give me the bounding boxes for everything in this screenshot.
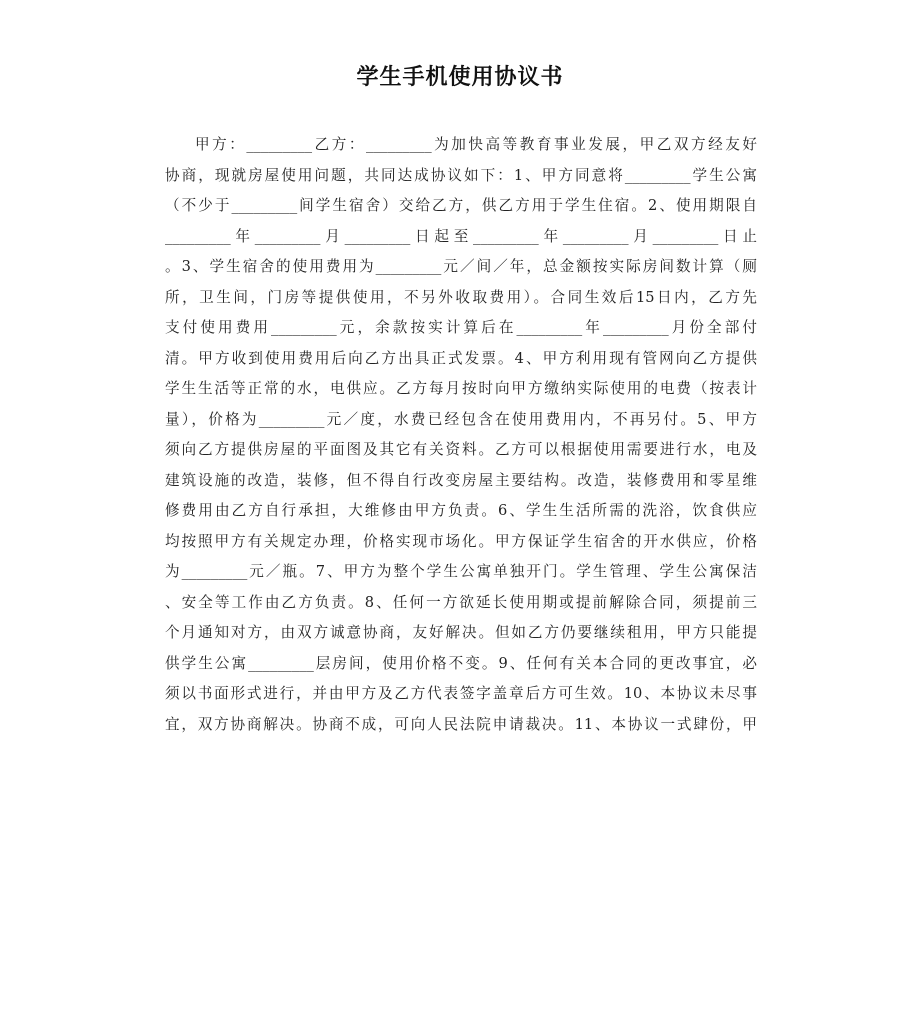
body-line: 、安全等工作由乙方负责。8、任何一方欲延长使用期或提前解除合同，须提前三 xyxy=(165,593,757,611)
body-line: 建筑设施的改造，装修，但不得自行改变房屋主要结构。改造，装修费用和零星维 xyxy=(165,471,757,489)
body-line: 个月通知对方，由双方诚意协商，友好解决。但如乙方仍要继续租用，甲方只能提 xyxy=(165,624,757,641)
body-line: 支付使用费用_________元，余款按实计算后在_________年_________月份全部付 xyxy=(165,319,757,336)
body-line: 均按照甲方有关规定办理，价格实现市场化。甲方保证学生宿舍的开水供应，价格 xyxy=(165,532,757,550)
body-line: _________年_________月_________日起至_________年_________月_________日止 xyxy=(165,227,757,245)
body-line: 须向乙方提供房屋的平面图及其它有关资料。乙方可以根据使用需要进行水，电及 xyxy=(165,441,757,458)
body-line: 须以书面形式进行，并由甲方及乙方代表签字盖章后方可生效。10、本协议未尽事 xyxy=(165,685,757,702)
document-title: 学生手机使用协议书 xyxy=(356,65,564,90)
body-line: 量），价格为_________元／度，水费已经包含在使用费用内，不再另付。5、甲方 xyxy=(165,410,757,428)
body-line: 。3、学生宿舍的使用费用为_________元／间／年，总金额按实际房间数计算（厕 xyxy=(165,258,757,275)
body-line: 为_________元／瓶。7、甲方为整个学生公寓单独开门。学生管理、学生公寓保洁 xyxy=(165,563,757,580)
body-line: 修费用由乙方自行承担，大维修由甲方负责。6、学生生活所需的洗浴，饮食供应 xyxy=(165,502,757,519)
body-line: 清。甲方收到使用费用后向乙方出具正式发票。4、甲方利用现有管网向乙方提供 xyxy=(165,349,757,367)
body-line: 协商，现就房屋使用问题，共同达成协议如下：1、甲方同意将_________学生公寓 xyxy=(165,166,757,184)
body-line: 供学生公寓_________层房间，使用价格不变。9、任何有关本合同的更改事宜，必 xyxy=(165,654,757,672)
body-line: 所，卫生间，门房等提供使用，不另外收取费用）。合同生效后15日内，乙方先 xyxy=(165,288,757,306)
document-body xyxy=(165,130,757,740)
body-line: 学生生活等正常的水，电供应。乙方每月按时向甲方缴纳实际使用的电费（按表计 xyxy=(165,380,757,397)
body-line: （不少于_________间学生宿舍）交给乙方，供乙方用于学生住宿。2、使用期限自 xyxy=(165,197,757,214)
body-line: 甲方：_________乙方：_________为加快高等教育事业发展，甲乙双方经友好 xyxy=(195,136,757,153)
body-line: 宜，双方协商解决。协商不成，可向人民法院申请裁决。11、本协议一式肆份，甲 xyxy=(165,715,757,733)
